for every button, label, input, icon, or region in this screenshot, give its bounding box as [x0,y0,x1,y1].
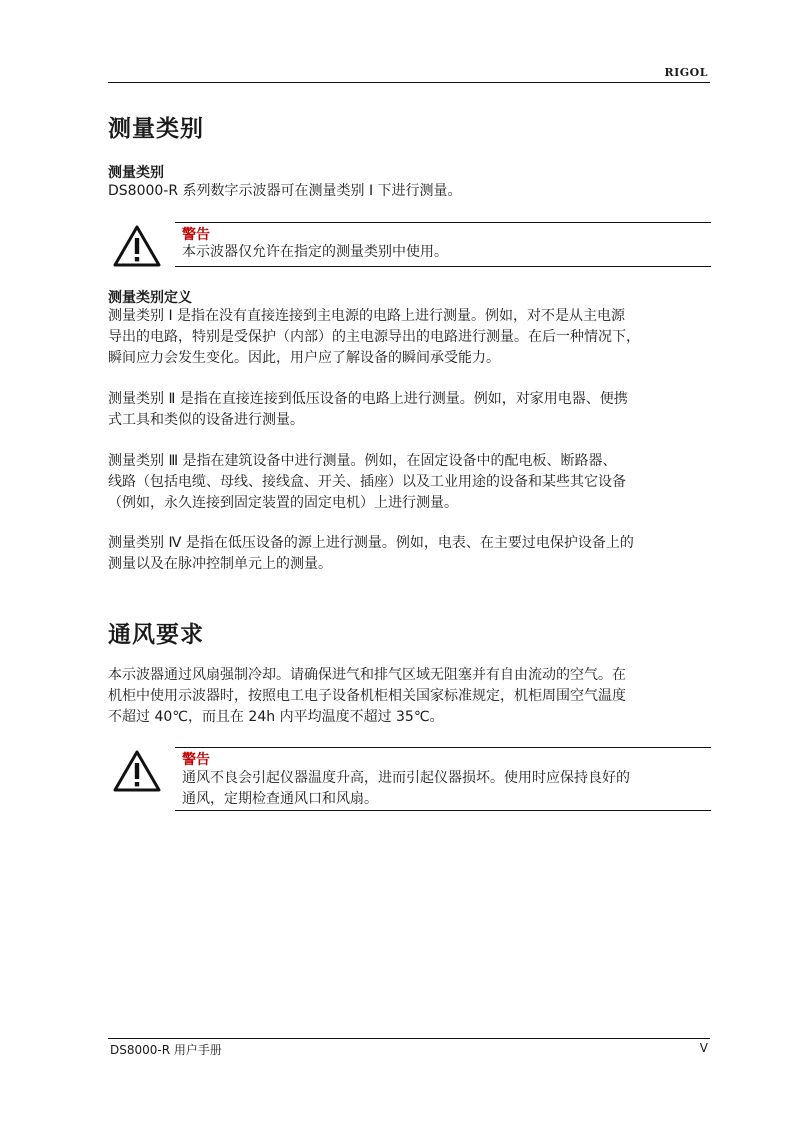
text-line: 线路（包括电缆、母线、接线盒、开关、插座）以及工业用途的设备和某些其它设备 [108,474,626,490]
warning-bottom-rule [175,810,711,811]
subheading-category-definition: 测量类别定义 [108,290,192,306]
text-line: 通风不良会引起仪器温度升高，进而引起仪器损坏。使用时应保持良好的 [182,770,630,786]
header-rule [108,82,710,83]
text-line: 机柜中使用示波器时，按照电工电子设备机柜相关国家标准规定，机柜周围空气温度 [108,688,626,704]
warning-triangle-icon [113,225,161,271]
text-line: （例如，永久连接到固定装置的固定电机）上进行测量。 [108,495,458,511]
text-line: 测量类别 Ⅱ 是指在直接连接到低压设备的电路上进行测量。例如，对家用电器、便携 [108,391,628,407]
text-line: 导出的电路，特别是受保护（内部）的主电源导出的电路进行测量。在后一种情况下， [108,329,640,345]
category-2-paragraph [108,389,712,431]
warning-triangle-icon [113,750,161,796]
text-line: 测量类别 Ⅳ 是指在低压设备的源上进行测量。例如，电表、在主要过电保护设备上的 [108,535,634,551]
text-line: 测量类别 Ⅲ 是指在建筑设备中进行测量。例如，在固定设备中的配电板、断路器、 [108,453,617,469]
section-title-ventilation: 通风要求 [108,622,204,648]
category-1-paragraph [108,306,712,369]
brand-logo-text: RIGOL [664,66,708,79]
measurement-intro-text [108,181,712,202]
warning-text [182,768,707,810]
text-line: 式工具和类似的设备进行测量。 [108,412,304,428]
text-line: DS8000-R 系列数字示波器可在测量类别 I 下进行测量。 [108,183,462,199]
category-4-paragraph [108,533,712,575]
section-title-measurement: 测量类别 [108,116,204,142]
warning-title: 警告 [182,227,210,243]
warning-text [182,242,707,263]
category-3-paragraph [108,451,712,514]
text-line: 本示波器通过风扇强制冷却。请确保进气和排气区域无阻塞并有自由流动的空气。在 [108,667,626,683]
warning-bottom-rule [175,266,711,267]
warning-title: 警告 [182,752,210,768]
text-line: 不超过 40℃，而且在 24h 内平均温度不超过 35℃。 [108,709,444,725]
text-line: 本示波器仅允许在指定的测量类别中使用。 [182,244,448,260]
footer-manual-title: DS8000-R 用户手册 [110,1043,222,1057]
warning-top-rule [175,222,711,223]
text-line: 通风，定期检查通风口和风扇。 [182,791,378,807]
subheading-measurement-category: 测量类别 [108,165,164,181]
text-line: 测量以及在脉冲控制单元上的测量。 [108,556,332,572]
ventilation-paragraph [108,665,712,728]
warning-top-rule [175,747,711,748]
footer-page-number: V [699,1041,708,1055]
text-line: 瞬间应力会发生变化。因此，用户应了解设备的瞬间承受能力。 [108,350,500,366]
footer-rule [108,1038,710,1039]
text-line: 测量类别 I 是指在没有直接连接到主电源的电路上进行测量。例如，对不是从主电源 [108,308,626,324]
